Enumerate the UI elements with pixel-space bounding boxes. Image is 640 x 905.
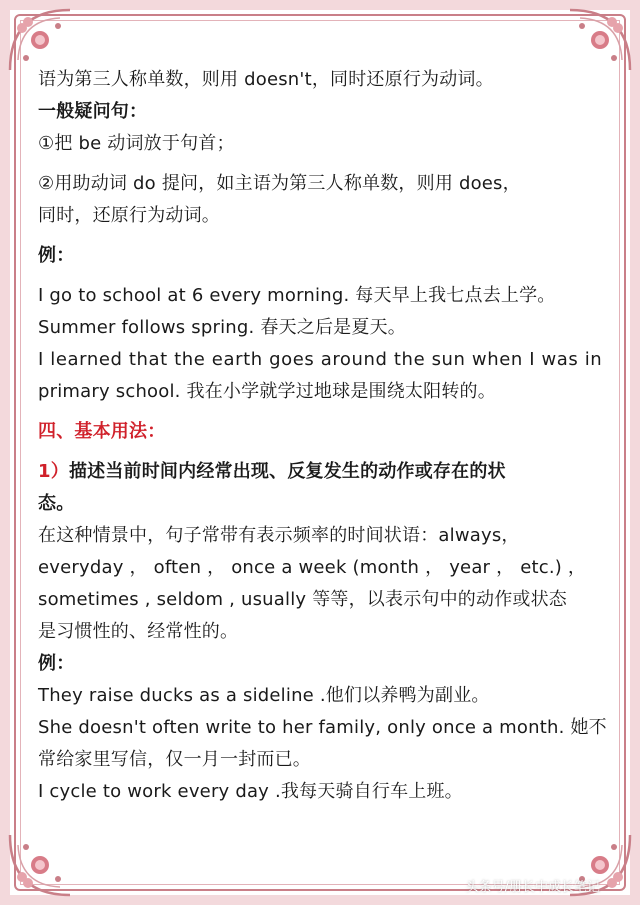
example-heading: 例： — [38, 653, 75, 674]
example-sentence: 常给家里写信，仅一月一封而已。 — [38, 749, 311, 770]
document-body — [38, 64, 606, 808]
example-sentence: She doesn't often write to her family, only once a month. 她不 — [38, 717, 607, 738]
usage-heading-cont: 态。 — [38, 493, 75, 514]
example-sentence: primary school. 我在小学就学过地球是围绕太阳转的。 — [38, 381, 496, 402]
text-line: everyday ， often ， once a week (month ， year ， etc.) ， — [38, 557, 587, 578]
usage-number: 1） — [38, 461, 69, 482]
text-line: 同时，还原行为动词。 — [38, 205, 220, 226]
text-line: ②用助动词 do 提问，如主语为第三人称单数，则用 does， — [38, 173, 521, 194]
example-heading: 例： — [38, 245, 75, 266]
usage-heading — [38, 456, 606, 488]
text-line: ①把 be 动词放于句首； — [38, 133, 235, 154]
section-heading: 一般疑问句： — [38, 101, 148, 122]
usage-heading-text: 描述当前时间内经常出现、反复发生的动作或存在的状 — [68, 461, 506, 482]
example-sentence: I go to school at 6 every morning. 每天早上我七点去上学。 — [38, 285, 556, 306]
section-title: 四、基本用法： — [38, 421, 166, 442]
text-line: sometimes , seldom , usually 等等，以表示句中的动作或状态 — [38, 589, 567, 610]
example-sentence: I cycle to work every day .我每天骑自行车上班。 — [38, 781, 463, 802]
example-sentence: Summer follows spring. 春天之后是夏天。 — [38, 317, 406, 338]
text-line: 语为第三人称单数，则用 doesn't，同时还原行为动词。 — [38, 69, 494, 90]
example-sentence: I learned that the earth goes around the sun when I was in — [38, 349, 603, 370]
watermark: 头条号/册长中成长笔记 — [465, 880, 600, 895]
text-line: 是习惯性的、经常性的。 — [38, 621, 239, 642]
floral-corner-icon — [0, 815, 90, 905]
example-sentence: They raise ducks as a sideline .他们以养鸭为副业。 — [38, 685, 490, 706]
text-line: 在这种情景中，句子常带有表示频率的时间状语：always， — [38, 525, 520, 546]
